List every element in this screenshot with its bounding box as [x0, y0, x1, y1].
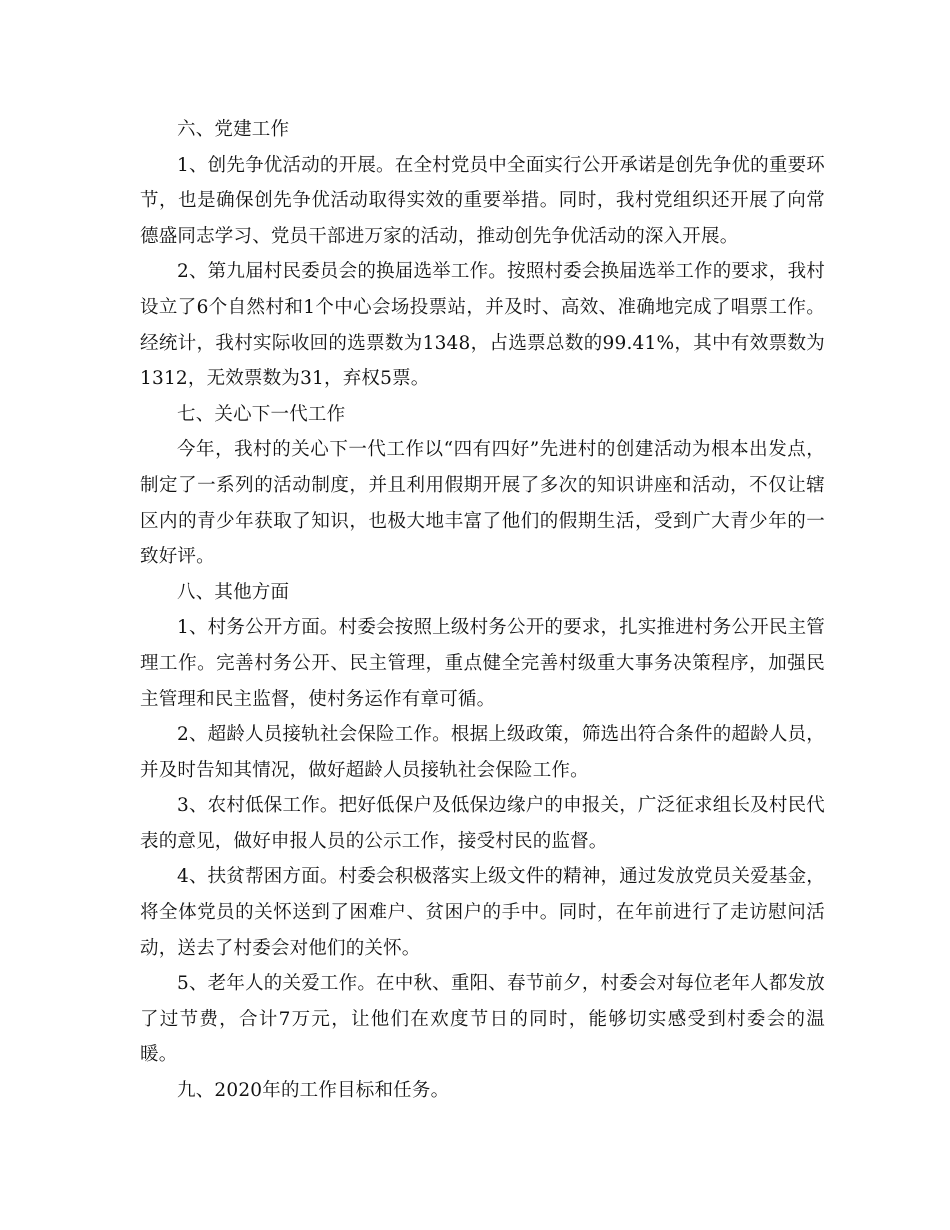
paragraph-village-affairs: 1、村务公开方面。村委会按照上级村务公开的要求，扎实推进村务公开民主管理工作。完善村务公开、民主管理，重点健全完善村级重大事务决策程序，加强民主管理和民主监督，使村务运作有章可循。: [140, 617, 825, 710]
section-heading-2020-goals: 九、2020年的工作目标和任务。: [177, 1080, 450, 1102]
paragraph-excellence-campaign: 1、创先争优活动的开展。在全村党员中全面实行公开承诺是创先争优的重要环节，也是确保创先争优活动取得实效的重要举措。同时，我村党组织还开展了向常德盛同志学习、党员干部进万家的活动，推动创先争优活动的深入开展。: [140, 154, 825, 247]
document-body: [140, 112, 825, 1109]
section-heading-party-building: 六、党建工作: [177, 119, 290, 140]
paragraph-elderly-care: 5、老年人的关爱工作。在中秋、重阳、春节前夕，村委会对每位老年人都发放了过节费，合计7万元，让他们在欢度节日的同时，能够切实感受到村委会的温暖。: [140, 973, 825, 1066]
paragraph-election: 2、第九届村民委员会的换届选举工作。按照村委会换届选举工作的要求，我村设立了6个自然村和1个中心会场投票站，并及时、高效、准确地完成了唱票工作。经统计，我村实际收回的选票数为1348，占选票总数的99.41%，其中有效票数为1312，无效票数为31，弃权5票。: [140, 261, 825, 390]
paragraph-poverty-relief: 4、扶贫帮困方面。村委会积极落实上级文件的精神，通过发放党员关爱基金，将全体党员的关怀送到了困难户、贫困户的手中。同时，在年前进行了走访慰问活动，送去了村委会对他们的关怀。: [140, 866, 825, 959]
paragraph-social-insurance: 2、超龄人员接轨社会保险工作。根据上级政策，筛选出符合条件的超龄人员，并及时告知其情况，做好超龄人员接轨社会保险工作。: [140, 724, 825, 781]
section-heading-other: 八、其他方面: [177, 581, 290, 603]
paragraph-next-generation: 今年，我村的关心下一代工作以“四有四好”先进村的创建活动为根本出发点，制定了一系列的活动制度，并且利用假期开展了多次的知识讲座和活动，不仅让辖区内的青少年获取了知识，也极大地丰富了他们的假期生活，受到广大青少年的一致好评。: [140, 439, 825, 568]
section-heading-next-generation: 七、关心下一代工作: [177, 403, 346, 425]
paragraph-subsistence-allowance: 3、农村低保工作。把好低保户及低保边缘户的申报关，广泛征求组长及村民代表的意见，做好申报人员的公示工作，接受村民的监督。: [140, 795, 825, 852]
